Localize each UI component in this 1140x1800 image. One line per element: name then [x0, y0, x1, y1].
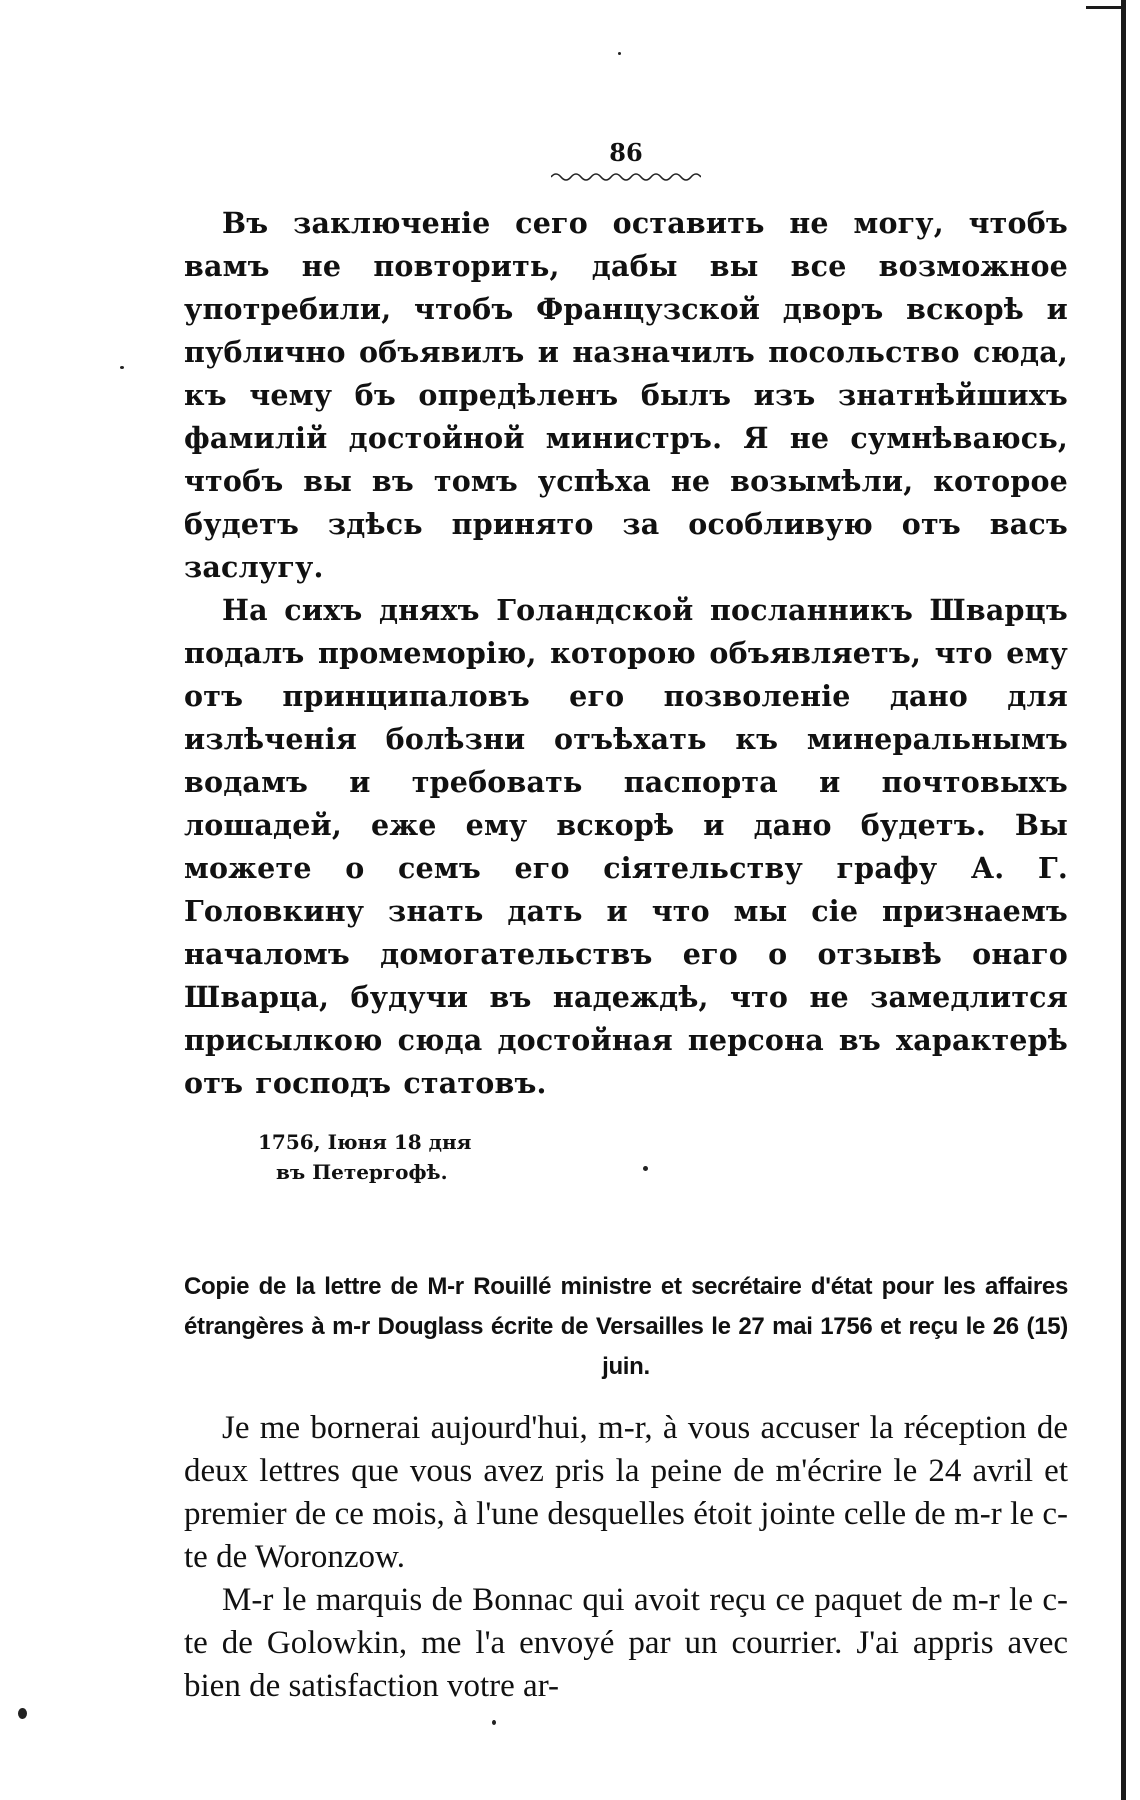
page-edge-corner	[1086, 6, 1126, 9]
french-paragraph: M-r le marquis de Bonnac qui avoit reçu ce paquet de m-r le c-te de Golowkin, me l'a envoyé par un courrier. J'ai appris avec bien de satisfaction votre ar-	[184, 1582, 1068, 1704]
book-page	[184, 138, 1068, 1708]
russian-paragraph: На сихъ дняхъ Голандской посланникъ Шварцъ подалъ промеморiю, которою объявляетъ, что ему отъ принципаловъ его позволенie дано для излѣченiя болѣзни отъѣхать къ минеральнымъ водамъ и требовать паспорта и почтовыхъ лошадей, еже ему вскорѣ и дано будетъ. Вы можете о семъ его сiятельству графу А. Г. Головкину знать дать и что мы сie признаемъ началомъ домогательствъ его о отзывѣ онаго Шварца, будучи въ надеждѣ, что не замедлится присылкою сюда достойная персона въ характерѣ отъ господъ статовъ.	[184, 593, 1068, 1100]
page-edge-line	[1121, 0, 1126, 1800]
french-letter-body	[184, 1407, 1068, 1708]
dateline	[258, 1127, 1068, 1187]
dateline-date: 1756, Iюня 18 дня	[258, 1130, 472, 1154]
ink-speck	[120, 366, 124, 369]
french-paragraph: Je me bornerai aujourd'hui, m-r, à vous accuser la réception de deux lettres que vous avez pris la peine de m'écrire le 24 avril et premier de ce mois, à l'une desquelles étoit jointe celle de m-r le c-te de Woronzow.	[184, 1410, 1068, 1575]
letter-heading: Copie de la lettre de M-r Rouillé ministre et secrétaire d'état pour les affaires étrangères à m-r Douglass écrite de Versailles le 27 mai 1756 et reçu le 26 (15) juin.	[184, 1273, 1068, 1380]
wavy-rule-ornament	[551, 170, 701, 184]
page-number: 86	[609, 138, 643, 167]
russian-paragraph: Въ заключенie сего оставить не могу, чтобъ вамъ не повторить, дабы вы все возможное употребили, чтобъ Французской дворъ вскорѣ и публично объявилъ и назначилъ посольство сюда, къ чему бъ опредѣленъ былъ изъ знатнѣйшихъ фамилiй достойной министръ. Я не сумнѣваюсь, чтобъ вы въ томъ успѣха не возымѣли, которое будетъ здѣсь принято за особливую отъ васъ заслугу.	[184, 206, 1068, 584]
ink-speck	[492, 1720, 496, 1725]
dateline-place: въ Петергофѣ.	[276, 1160, 448, 1184]
ink-speck	[618, 52, 621, 55]
ink-speck	[18, 1708, 27, 1719]
russian-letter-body	[184, 202, 1068, 1105]
